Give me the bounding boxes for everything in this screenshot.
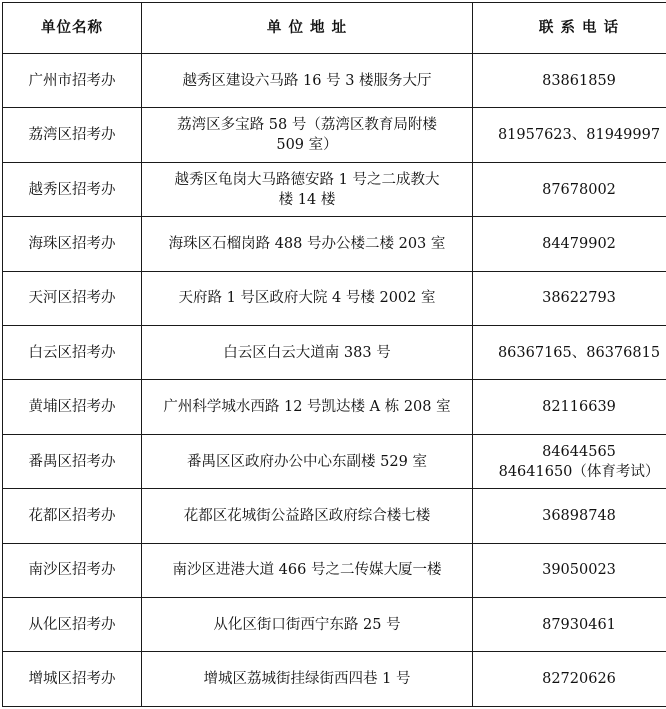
address-line: 天府路 1 号区政府大院 4 号楼 2002 室 <box>178 290 436 307</box>
cell-unit-address <box>142 598 473 652</box>
header-unit-name: 单位名称 <box>3 3 142 54</box>
phone-line: 84479902 <box>542 235 616 252</box>
cell-unit-address <box>142 652 473 707</box>
cell-unit-name: 天河区招考办 <box>3 271 142 325</box>
phone-line: 84644565 <box>542 443 616 460</box>
table-row <box>3 217 666 271</box>
address-line: 白云区白云大道南 383 号 <box>223 344 391 361</box>
cell-unit-name: 越秀区招考办 <box>3 162 142 216</box>
table-row <box>3 326 666 380</box>
cell-unit-address <box>142 489 473 543</box>
cell-unit-name: 广州市招考办 <box>3 54 142 108</box>
phone-line: 39050023 <box>542 562 616 579</box>
cell-unit-name: 从化区招考办 <box>3 598 142 652</box>
cell-unit-name: 海珠区招考办 <box>3 217 142 271</box>
phone-line: 83861859 <box>542 72 616 89</box>
phone-line: 82720626 <box>542 671 616 688</box>
cell-unit-address <box>142 326 473 380</box>
cell-contact-phone <box>473 162 666 216</box>
phone-line: 81957623、81949997 <box>497 127 661 144</box>
address-line: 海珠区石榴岗路 488 号办公楼二楼 203 室 <box>168 235 446 252</box>
phone-line: 87930461 <box>542 616 616 633</box>
header-contact-phone: 联 系 电 话 <box>473 3 666 54</box>
cell-unit-address <box>142 162 473 216</box>
address-line: 越秀区建设六马路 16 号 3 楼服务大厅 <box>182 72 432 89</box>
cell-contact-phone <box>473 217 666 271</box>
cell-unit-name: 南沙区招考办 <box>3 543 142 597</box>
address-line: 南沙区进港大道 466 号之二传媒大厦一楼 <box>172 562 442 579</box>
cell-unit-address <box>142 108 473 162</box>
cell-contact-phone <box>473 380 666 434</box>
phone-line: 86367165、86376815 <box>497 344 661 361</box>
cell-contact-phone <box>473 271 666 325</box>
cell-unit-name: 花都区招考办 <box>3 489 142 543</box>
cell-contact-phone <box>473 489 666 543</box>
address-line: 荔湾区多宝路 58 号（荔湾区教育局附楼 <box>177 117 437 134</box>
table-row <box>3 108 666 162</box>
table-row <box>3 271 666 325</box>
cell-contact-phone <box>473 54 666 108</box>
cell-unit-name: 增城区招考办 <box>3 652 142 707</box>
address-line: 番禺区区政府办公中心东副楼 529 室 <box>187 453 427 470</box>
cell-unit-address <box>142 54 473 108</box>
phone-line: 36898748 <box>542 507 616 524</box>
table-row <box>3 598 666 652</box>
address-line: 509 室） <box>276 137 338 154</box>
address-line: 花都区花城街公益路区政府综合楼七楼 <box>183 507 431 524</box>
cell-unit-name: 黄埔区招考办 <box>3 380 142 434</box>
cell-unit-address <box>142 543 473 597</box>
cell-unit-address <box>142 434 473 488</box>
phone-line: 38622793 <box>542 290 616 307</box>
cell-unit-address <box>142 380 473 434</box>
phone-line: 82116639 <box>542 399 616 416</box>
table-row <box>3 380 666 434</box>
cell-unit-name: 白云区招考办 <box>3 326 142 380</box>
table-row <box>3 543 666 597</box>
cell-unit-address <box>142 271 473 325</box>
cell-contact-phone <box>473 652 666 707</box>
cell-unit-name: 番禺区招考办 <box>3 434 142 488</box>
phone-line: 84641650（体育考试） <box>498 463 660 480</box>
cell-unit-name: 荔湾区招考办 <box>3 108 142 162</box>
address-line: 越秀区龟岗大马路德安路 1 号之二成教大 <box>174 171 440 188</box>
address-line: 从化区街口街西宁东路 25 号 <box>213 616 401 633</box>
table-header-row <box>3 3 666 54</box>
exam-office-contact-table <box>2 2 666 707</box>
table-row <box>3 434 666 488</box>
table-row <box>3 54 666 108</box>
table-row <box>3 652 666 707</box>
cell-contact-phone <box>473 326 666 380</box>
address-line: 楼 14 楼 <box>278 191 336 208</box>
phone-line: 87678002 <box>542 181 616 198</box>
cell-contact-phone <box>473 543 666 597</box>
cell-contact-phone <box>473 434 666 488</box>
address-line: 广州科学城水西路 12 号凯达楼 A 栋 208 室 <box>163 399 451 416</box>
cell-unit-address <box>142 217 473 271</box>
cell-contact-phone <box>473 598 666 652</box>
header-unit-address: 单 位 地 址 <box>142 3 473 54</box>
table-row <box>3 162 666 216</box>
cell-contact-phone <box>473 108 666 162</box>
table-body <box>3 54 666 707</box>
table-row <box>3 489 666 543</box>
address-line: 增城区荔城街挂绿街西四巷 1 号 <box>203 671 411 688</box>
